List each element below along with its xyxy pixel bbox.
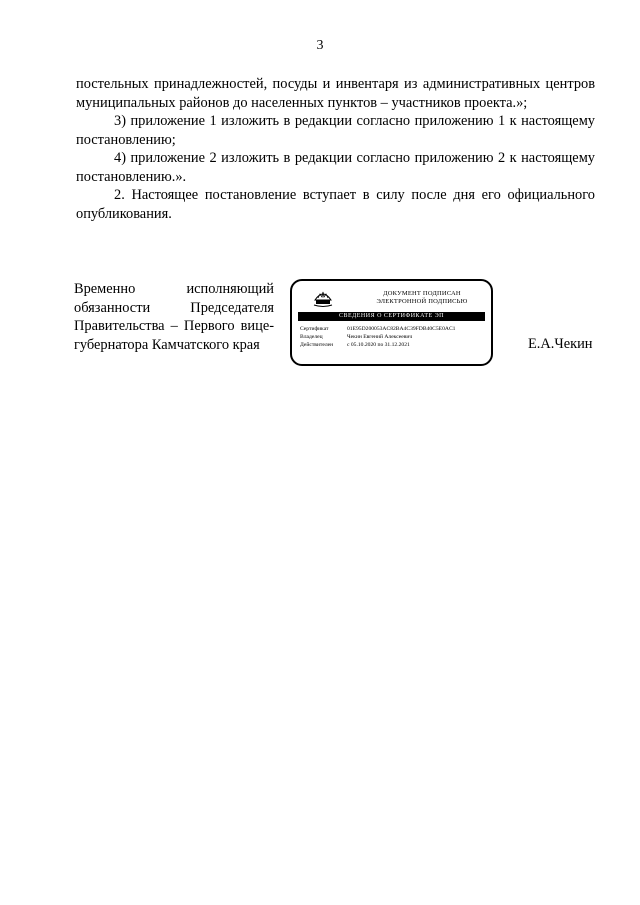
stamp-cert-details xyxy=(300,325,490,349)
signatory-position xyxy=(74,280,274,354)
paragraph-item-4: 4) приложение 2 изложить в редакции согласно приложению 2 к настоящему постановлению.». xyxy=(76,150,595,185)
paragraph-continuation: постельных принадлежностей, посуды и инвентаря из административных центров муниципальных районов до населенных пунктов – участников проекта.»; xyxy=(76,76,595,111)
electronic-signature-stamp xyxy=(290,279,493,366)
stamp-row-label: Владелец xyxy=(300,334,323,340)
stamp-row-label: Действителен xyxy=(300,342,334,348)
stamp-row-certificate xyxy=(300,325,490,333)
signatory-name: Е.А.Чекин xyxy=(528,336,593,352)
body-text xyxy=(76,75,595,223)
stamp-title: ДОКУМЕНТ ПОДПИСАН ЭЛЕКТРОННОЙ ПОДПИСЬЮ xyxy=(376,290,468,305)
signatory-position-line: обязанности Председателя xyxy=(74,299,274,316)
coat-of-arms-icon xyxy=(312,286,334,308)
paragraph-item-3: 3) приложение 1 изложить в редакции согласно приложению 1 к настоящему постановлению; xyxy=(76,113,595,148)
paragraph-point-2: 2. Настоящее постановление вступает в силу после дня его официального опубликования. xyxy=(76,187,595,222)
stamp-row-validity xyxy=(300,341,490,349)
stamp-cert-header: СВЕДЕНИЯ О СЕРТИФИКАТЕ ЭП xyxy=(298,312,485,321)
stamp-row-owner xyxy=(300,333,490,341)
stamp-row-label: Сертификат xyxy=(300,326,329,332)
page-number: 3 xyxy=(316,38,324,53)
stamp-row-value: Чекин Евгений Алексеевич xyxy=(347,334,413,340)
signatory-position-line: губернатора Камчатского края xyxy=(74,336,260,353)
stamp-row-value: 01E95D200053AC82BA4C39FDB40C5E0AC1 xyxy=(347,326,456,332)
signatory-position-line: Временно исполняющий xyxy=(74,281,274,297)
signatory-position-line: Правительства – Первого вице- xyxy=(74,318,274,334)
stamp-row-value: с 05.10.2020 по 31.12.2021 xyxy=(347,342,410,348)
